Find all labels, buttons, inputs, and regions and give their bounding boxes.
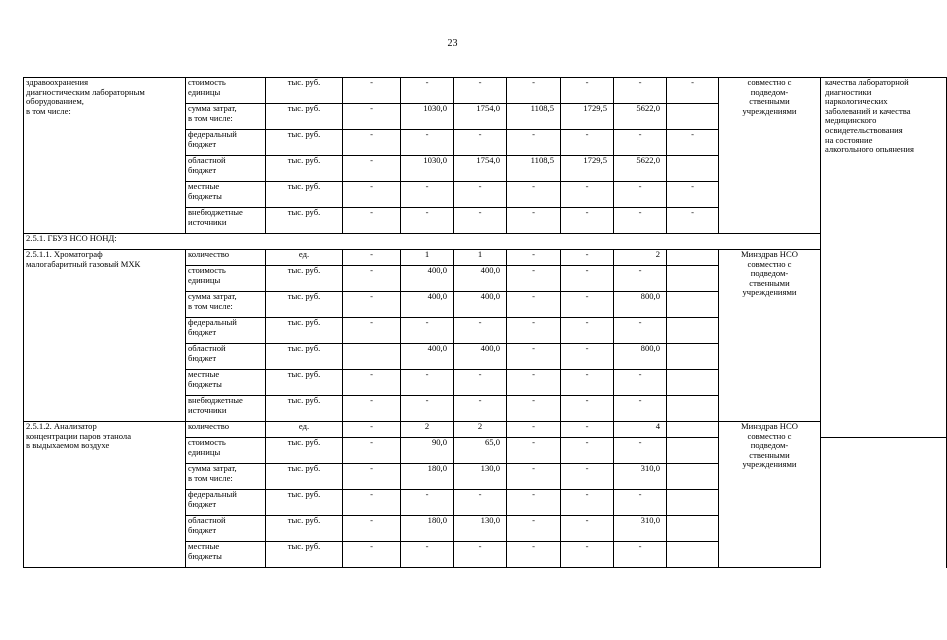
value-cell: 800,0 [614,292,667,318]
value-cell: - [561,542,614,568]
unit-cell: тыс. руб. [266,104,343,130]
value-cell [667,542,719,568]
unit-cell: тыс. руб. [266,156,343,182]
unit-cell: тыс. руб. [266,464,343,490]
value-cell: - [561,370,614,396]
indicator-cell: сумма затрат, в том числе: [186,292,266,318]
value-cell: - [561,490,614,516]
table-row [24,234,947,250]
program-activities-table [23,77,947,568]
value-cell: - [507,292,561,318]
value-cell: 90,0 [401,438,454,464]
indicator-cell: стоимость единицы [186,438,266,464]
value-cell: 5622,0 [614,104,667,130]
unit-cell: тыс. руб. [266,490,343,516]
value-cell: - [561,78,614,104]
value-cell [667,344,719,370]
indicator-cell: местные бюджеты [186,542,266,568]
value-cell: 130,0 [454,516,507,542]
value-cell: 310,0 [614,464,667,490]
value-cell: - [454,396,507,422]
value-cell [667,318,719,344]
indicator-cell: внебюджетные источники [186,396,266,422]
value-cell: - [561,318,614,344]
value-cell: - [614,396,667,422]
unit-cell: ед. [266,250,343,266]
value-cell: - [614,490,667,516]
value-cell: - [343,370,401,396]
value-cell: - [614,78,667,104]
value-cell: - [343,182,401,208]
activity-title: 2.5.1.2. Анализатор концентрации паров этанола в выдыхаемом воздухе [24,422,186,568]
value-cell [667,422,719,438]
unit-cell: ед. [266,422,343,438]
value-cell: - [614,208,667,234]
value-cell: 1754,0 [454,156,507,182]
value-cell: 4 [614,422,667,438]
value-cell: - [401,490,454,516]
value-cell: - [343,208,401,234]
value-cell: - [343,542,401,568]
value-cell: - [507,490,561,516]
value-cell: 1030,0 [401,104,454,130]
value-cell: 2 [454,422,507,438]
value-cell: - [401,182,454,208]
value-cell: - [614,438,667,464]
value-cell [667,292,719,318]
value-cell: - [561,250,614,266]
unit-cell: тыс. руб. [266,208,343,234]
indicator-cell: областной бюджет [186,344,266,370]
value-cell: 2 [401,422,454,438]
value-cell: - [401,78,454,104]
value-cell: - [507,130,561,156]
value-cell [667,104,719,130]
executor-cell: совместно с подведом- ственными учреждениями [719,78,821,234]
value-cell: - [401,130,454,156]
value-cell: - [667,130,719,156]
unit-cell: тыс. руб. [266,396,343,422]
value-cell: - [343,490,401,516]
value-cell: - [454,208,507,234]
value-cell: 1754,0 [454,104,507,130]
value-cell: - [507,464,561,490]
value-cell: - [507,344,561,370]
value-cell: - [343,78,401,104]
indicator-cell: федеральный бюджет [186,318,266,344]
unit-cell: тыс. руб. [266,370,343,396]
value-cell: 1030,0 [401,156,454,182]
unit-cell: тыс. руб. [266,318,343,344]
value-cell: - [667,182,719,208]
indicator-cell: количество [186,422,266,438]
value-cell: - [343,292,401,318]
value-cell: - [343,266,401,292]
value-cell: - [614,266,667,292]
value-cell: - [507,422,561,438]
value-cell: - [507,516,561,542]
section-header: 2.5.1. ГБУЗ НСО НОНД: [24,234,821,250]
value-cell: - [561,422,614,438]
indicator-cell: сумма затрат, в том числе: [186,464,266,490]
value-cell: - [561,130,614,156]
table-row [24,250,947,266]
value-cell [667,490,719,516]
value-cell: - [561,292,614,318]
value-cell [667,438,719,464]
value-cell: - [401,318,454,344]
indicator-cell: местные бюджеты [186,370,266,396]
value-cell: - [343,438,401,464]
unit-cell: тыс. руб. [266,516,343,542]
value-cell: - [561,438,614,464]
value-cell: - [507,266,561,292]
value-cell: - [561,208,614,234]
indicator-cell: местные бюджеты [186,182,266,208]
value-cell [667,396,719,422]
table-row [24,78,947,104]
value-cell: - [343,156,401,182]
value-cell: 130,0 [454,464,507,490]
unit-cell: тыс. руб. [266,182,343,208]
value-cell: - [561,344,614,370]
value-cell [667,370,719,396]
value-cell: - [561,516,614,542]
value-cell: - [507,250,561,266]
executor-cell: Минздрав НСО совместно с подведом- ственными учреждениями [719,250,821,422]
indicator-cell: областной бюджет [186,516,266,542]
value-cell: - [454,370,507,396]
unit-cell: тыс. руб. [266,292,343,318]
table-row [24,422,947,438]
value-cell: - [343,516,401,542]
unit-cell: тыс. руб. [266,344,343,370]
value-cell: 1729,5 [561,104,614,130]
value-cell: - [401,396,454,422]
value-cell [667,156,719,182]
indicator-cell: стоимость единицы [186,78,266,104]
executor-cell: Минздрав НСО совместно с подведом- ственными учреждениями [719,422,821,568]
value-cell: 180,0 [401,516,454,542]
unit-cell: тыс. руб. [266,438,343,464]
indicator-cell: стоимость единицы [186,266,266,292]
value-cell: - [667,78,719,104]
value-cell: - [454,318,507,344]
value-cell: - [614,130,667,156]
value-cell: - [401,208,454,234]
value-cell: - [507,318,561,344]
indicator-cell: сумма затрат, в том числе: [186,104,266,130]
value-cell: - [614,318,667,344]
value-cell: - [343,130,401,156]
value-cell: - [454,542,507,568]
value-cell: - [561,182,614,208]
value-cell: 180,0 [401,464,454,490]
unit-cell: тыс. руб. [266,78,343,104]
value-cell: - [454,78,507,104]
value-cell: - [507,208,561,234]
value-cell: - [561,266,614,292]
value-cell: 400,0 [401,344,454,370]
indicator-cell: федеральный бюджет [186,130,266,156]
value-cell: - [401,542,454,568]
unit-cell: тыс. руб. [266,266,343,292]
value-cell: 400,0 [401,266,454,292]
page-number: 23 [447,38,458,49]
indicator-cell: областной бюджет [186,156,266,182]
result-cell: качества лабораторной диагностики наркологических заболеваний и качества медицинского освидетельствования на состояние алкогольного опьянения [821,78,947,438]
value-cell: - [507,396,561,422]
value-cell: - [343,422,401,438]
value-cell: 400,0 [454,266,507,292]
value-cell: 65,0 [454,438,507,464]
value-cell: - [454,490,507,516]
value-cell: - [454,182,507,208]
value-cell: - [614,182,667,208]
value-cell [343,344,401,370]
value-cell: 1729,5 [561,156,614,182]
value-cell: - [343,464,401,490]
activity-title: 2.5.1.1. Хроматограф малогабаритный газовый МХК [24,250,186,422]
unit-cell: тыс. руб. [266,542,343,568]
value-cell [667,464,719,490]
value-cell: - [507,542,561,568]
indicator-cell: внебюджетные источники [186,208,266,234]
value-cell: - [561,396,614,422]
value-cell: 400,0 [401,292,454,318]
value-cell: 800,0 [614,344,667,370]
value-cell: 2 [614,250,667,266]
value-cell: 400,0 [454,344,507,370]
value-cell: 310,0 [614,516,667,542]
value-cell: 1108,5 [507,104,561,130]
value-cell: 1108,5 [507,156,561,182]
value-cell: 5622,0 [614,156,667,182]
value-cell: - [667,208,719,234]
value-cell: - [343,396,401,422]
value-cell: 1 [454,250,507,266]
value-cell: - [343,318,401,344]
value-cell: - [507,438,561,464]
value-cell [667,266,719,292]
value-cell: - [343,250,401,266]
value-cell: - [561,464,614,490]
value-cell: - [507,182,561,208]
unit-cell: тыс. руб. [266,130,343,156]
value-cell: - [507,370,561,396]
value-cell [667,516,719,542]
value-cell: - [614,370,667,396]
value-cell: - [401,370,454,396]
activity-title: здравоохранения диагностическим лабораторным оборудованием, в том числе: [24,78,186,234]
value-cell: - [614,542,667,568]
value-cell: 1 [401,250,454,266]
indicator-cell: федеральный бюджет [186,490,266,516]
value-cell [667,250,719,266]
value-cell: - [454,130,507,156]
indicator-cell: количество [186,250,266,266]
value-cell: - [507,78,561,104]
value-cell: - [343,104,401,130]
value-cell: 400,0 [454,292,507,318]
